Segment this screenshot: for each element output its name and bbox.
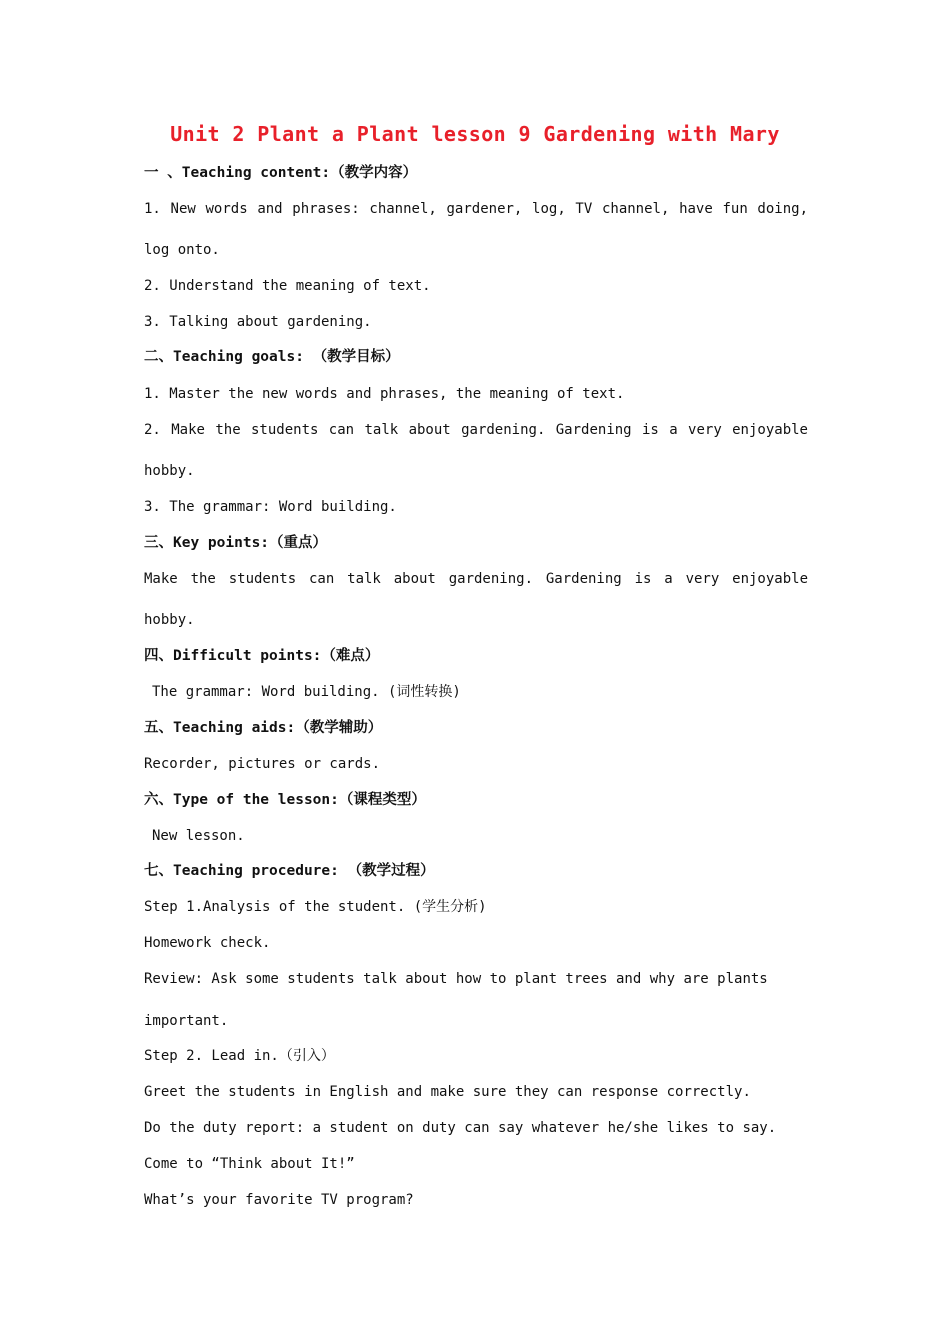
procedure-question: What’s your favorite TV program? [144, 1192, 414, 1208]
procedure-duty-report: Do the duty report: a student on duty can say whatever he/she likes to say. [144, 1120, 777, 1136]
section-heading-teaching-goals: 二、Teaching goals: （教学目标） [144, 349, 400, 365]
lesson-type-text: New lesson. [152, 828, 245, 844]
section-heading-key-points: 三、Key points:（重点） [144, 535, 328, 551]
key-point-text: Make the students can talk about gardening. Gardening is a very enjoyable [144, 571, 808, 587]
procedure-review: Review: Ask some students talk about how to plant trees and why are plants [144, 971, 768, 987]
procedure-greet: Greet the students in English and make sure they can response correctly. [144, 1084, 751, 1100]
goal-item-2-continued: hobby. [144, 463, 195, 479]
content-item-1-continued: log onto. [144, 242, 220, 258]
procedure-think-about-it: Come to “Think about It!” [144, 1156, 355, 1172]
content-item-1: 1. New words and phrases: channel, gardener, log, TV channel, have fun doing, [144, 201, 808, 217]
procedure-homework-check: Homework check. [144, 935, 271, 951]
procedure-step-1: Step 1.Analysis of the student. (学生分析) [144, 899, 487, 915]
goal-item-2: 2. Make the students can talk about gardening. Gardening is a very enjoyable [144, 422, 808, 438]
section-heading-teaching-content: 一 、Teaching content:（教学内容） [144, 165, 418, 181]
goal-item-1: 1. Master the new words and phrases, the meaning of text. [144, 386, 625, 402]
key-point-text-continued: hobby. [144, 612, 195, 628]
content-item-2: 2. Understand the meaning of text. [144, 278, 431, 294]
procedure-step-2: Step 2. Lead in.（引入） [144, 1048, 335, 1064]
section-heading-teaching-procedure: 七、Teaching procedure: （教学过程） [144, 863, 435, 879]
difficult-point-text: The grammar: Word building. (词性转换) [152, 684, 461, 700]
section-heading-lesson-type: 六、Type of the lesson:（课程类型） [144, 792, 426, 808]
goal-item-3: 3. The grammar: Word building. [144, 499, 397, 515]
document-title: Unit 2 Plant a Plant lesson 9 Gardening with Mary [170, 122, 780, 146]
section-heading-teaching-aids: 五、Teaching aids:（教学辅助） [144, 720, 383, 736]
procedure-review-continued: important. [144, 1013, 229, 1029]
content-item-3: 3. Talking about gardening. [144, 314, 372, 330]
section-heading-difficult-points: 四、Difficult points:（难点） [144, 648, 380, 664]
teaching-aids-text: Recorder, pictures or cards. [144, 756, 381, 772]
